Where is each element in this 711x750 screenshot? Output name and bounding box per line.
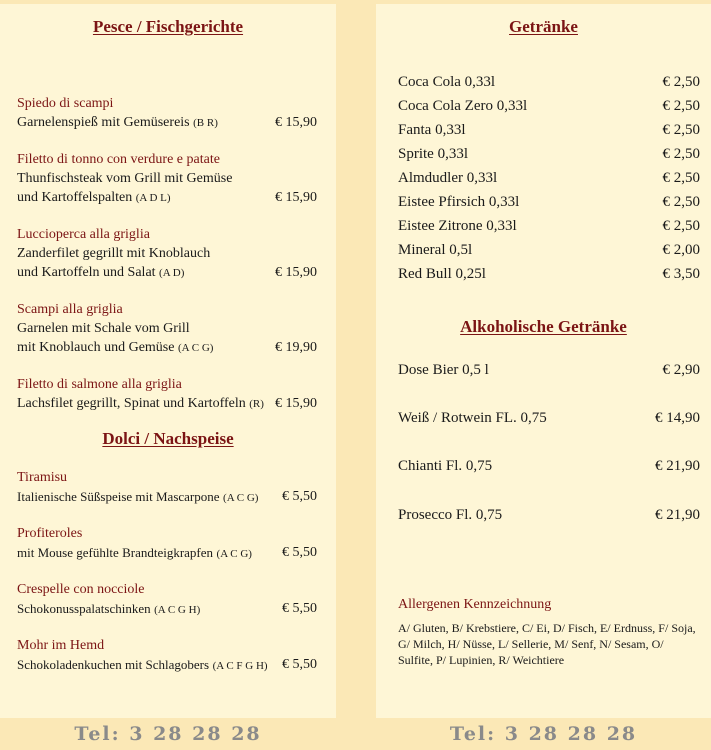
item-price: € 15,90 bbox=[275, 115, 317, 130]
menu-item-scampi-alla-griglia bbox=[17, 300, 317, 358]
drink-row bbox=[398, 120, 700, 140]
item-price: € 15,90 bbox=[275, 190, 317, 205]
menu-item-crespelle bbox=[17, 580, 317, 620]
drink-name: Fanta 0,33l bbox=[398, 122, 466, 138]
item-name: Filetto di salmone alla griglia bbox=[17, 377, 182, 392]
drink-row bbox=[398, 216, 700, 236]
item-name: Filetto di tonno con verdure e patate bbox=[17, 152, 220, 167]
drink-price: € 2,50 bbox=[662, 122, 700, 138]
item-price: € 5,50 bbox=[282, 489, 317, 504]
drink-price: € 2,50 bbox=[662, 98, 700, 114]
drink-price: € 2,50 bbox=[662, 170, 700, 186]
drink-price: € 2,50 bbox=[662, 74, 700, 90]
item-description: und Kartoffelspalten bbox=[17, 190, 133, 205]
drink-row bbox=[398, 168, 700, 188]
alcohol-row bbox=[398, 360, 700, 380]
drink-name: Weiß / Rotwein FL. 0,75 bbox=[398, 410, 547, 426]
item-description: Italienische Süßspeise mit Mascarpone bbox=[17, 489, 220, 504]
left-menu-panel bbox=[0, 4, 336, 718]
drink-name: Eistee Pfirsich 0,33l bbox=[398, 194, 520, 210]
menu-item-filetto-di-tonno bbox=[17, 150, 317, 208]
drink-price: € 14,90 bbox=[655, 410, 700, 426]
menu-item-spiedo-di-scampi bbox=[17, 94, 317, 133]
drink-price: € 21,90 bbox=[655, 458, 700, 474]
menu-item-luccioperca bbox=[17, 225, 317, 283]
drink-name: Sprite 0,33l bbox=[398, 146, 468, 162]
item-price-row bbox=[17, 599, 317, 620]
item-description: Schokoladenkuchen mit Schlagobers bbox=[17, 657, 210, 672]
drink-row bbox=[398, 72, 700, 92]
item-name: Luccioperca alla griglia bbox=[17, 227, 150, 242]
allergen-codes: (A D) bbox=[159, 267, 185, 279]
allergen-codes: (A C F G H) bbox=[212, 660, 268, 672]
drink-name: Prosecco Fl. 0,75 bbox=[398, 507, 503, 523]
phone-footer-left: Tel: 3 28 28 28 bbox=[0, 718, 336, 750]
drinks-section-heading: Getränke bbox=[509, 17, 578, 36]
item-name: Tiramisu bbox=[17, 470, 68, 485]
right-menu-panel bbox=[376, 4, 711, 718]
drink-row bbox=[398, 96, 700, 116]
item-name: Spiedo di scampi bbox=[17, 96, 114, 111]
drink-price: € 2,90 bbox=[662, 362, 700, 378]
item-name: Crespelle con nocciole bbox=[17, 582, 145, 597]
item-price: € 15,90 bbox=[275, 265, 317, 280]
item-price-row bbox=[17, 113, 317, 133]
item-description: Garnelenspieß mit Gemüsereis bbox=[17, 115, 190, 130]
item-price: € 5,50 bbox=[282, 657, 317, 672]
drink-name: Almdudler 0,33l bbox=[398, 170, 498, 186]
drink-row bbox=[398, 192, 700, 212]
item-price: € 5,50 bbox=[282, 601, 317, 616]
drink-price: € 2,50 bbox=[662, 194, 700, 210]
item-price-row bbox=[17, 188, 317, 208]
drink-name: Coca Cola Zero 0,33l bbox=[398, 98, 528, 114]
item-description: Schokonusspalatschinken bbox=[17, 601, 151, 616]
allergen-codes: (A C G) bbox=[216, 548, 252, 560]
drink-price: € 2,50 bbox=[662, 218, 700, 234]
item-description: Lachsfilet gegrillt, Spinat und Kartoffeln bbox=[17, 396, 246, 411]
item-name: Profiteroles bbox=[17, 526, 83, 541]
allergen-codes: (B R) bbox=[193, 117, 218, 129]
drink-name: Coca Cola 0,33l bbox=[398, 74, 496, 90]
phone-footer-right: Tel: 3 28 28 28 bbox=[376, 718, 711, 750]
allergen-legend-title: Allergenen Kennzeichnung bbox=[398, 597, 552, 612]
allergen-codes: (A C G) bbox=[177, 342, 214, 354]
drink-name: Chianti Fl. 0,75 bbox=[398, 458, 493, 474]
alcohol-row bbox=[398, 456, 700, 476]
item-description: und Kartoffeln und Salat bbox=[17, 265, 156, 280]
item-price-row bbox=[17, 263, 317, 283]
item-price-row bbox=[17, 394, 317, 414]
drink-price: € 2,00 bbox=[662, 242, 700, 258]
drink-name: Eistee Zitrone 0,33l bbox=[398, 218, 517, 234]
allergen-codes: (R) bbox=[249, 398, 264, 410]
item-description: mit Knoblauch und Gemüse bbox=[17, 340, 175, 355]
drink-name: Dose Bier 0,5 l bbox=[398, 362, 489, 378]
allergen-codes: (A C G H) bbox=[154, 604, 201, 616]
item-name: Scampi alla griglia bbox=[17, 302, 123, 317]
item-price: € 5,50 bbox=[282, 545, 317, 560]
drink-row bbox=[398, 144, 700, 164]
item-price: € 19,90 bbox=[275, 340, 317, 355]
fish-section-heading: Pesce / Fischgerichte bbox=[92, 17, 244, 36]
allergen-legend-text: A/ Gluten, B/ Krebstiere, C/ Ei, D/ Fisch, E/ Erdnuss, F/ Soja, G/ Milch, H/ Nüsse, L/ Sellerie, M/ Senf, N/ Sesam, O/ Sulfite, P/ Lupinien, R/ Weichtiere bbox=[398, 621, 696, 667]
item-description: Thunfischsteak vom Grill mit Gemüse bbox=[17, 171, 233, 186]
alcohol-row bbox=[398, 505, 700, 525]
item-description: Zanderfilet gegrillt mit Knoblauch bbox=[17, 246, 211, 261]
menu-item-tiramisu bbox=[17, 468, 317, 508]
item-name: Mohr im Hemd bbox=[17, 638, 105, 653]
item-description: mit Mouse gefühlte Brandteigkrapfen bbox=[17, 545, 214, 560]
dessert-section-heading: Dolci / Nachspeise bbox=[102, 429, 234, 448]
drink-price: € 21,90 bbox=[655, 507, 700, 523]
item-price-row bbox=[17, 338, 317, 358]
alcohol-section-heading: Alkoholische Getränke bbox=[460, 317, 627, 336]
drink-name: Mineral 0,5l bbox=[398, 242, 473, 258]
item-price-row bbox=[17, 543, 317, 564]
alcohol-row bbox=[398, 408, 700, 428]
menu-item-filetto-di-salmone bbox=[17, 375, 317, 414]
allergen-codes: (A D L) bbox=[135, 192, 171, 204]
item-price: € 15,90 bbox=[275, 396, 317, 411]
drink-row bbox=[398, 240, 700, 260]
drink-row bbox=[398, 264, 700, 284]
allergen-codes: (A C G) bbox=[223, 492, 259, 504]
drink-price: € 2,50 bbox=[662, 146, 700, 162]
menu-item-profiteroles bbox=[17, 524, 317, 564]
drink-price: € 3,50 bbox=[662, 266, 700, 282]
menu-item-mohr-im-hemd bbox=[17, 636, 317, 676]
item-price-row bbox=[17, 655, 317, 676]
item-price-row bbox=[17, 487, 317, 508]
item-description: Garnelen mit Schale vom Grill bbox=[17, 321, 190, 336]
drink-name: Red Bull 0,25l bbox=[398, 266, 486, 282]
